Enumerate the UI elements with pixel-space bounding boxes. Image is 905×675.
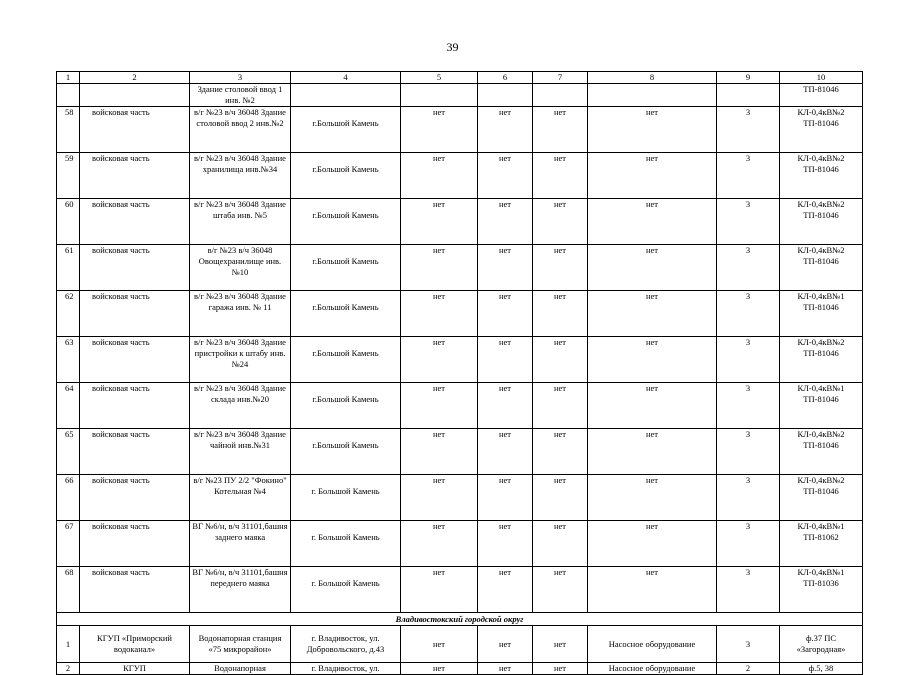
cell-col-6: нет (478, 521, 533, 567)
cell-power-source: КЛ-0,4кВ№2 ТП-81046 (780, 107, 863, 153)
table-row (57, 663, 863, 675)
cell-address: г.Большой Камень (291, 199, 401, 245)
cell-object-name: Водонапорная (190, 663, 291, 675)
cell-equipment (588, 84, 717, 107)
cell-owner: КГУП «Приморский водоканал» (80, 626, 190, 663)
cell-col-7: 7 (533, 72, 588, 84)
cell-row-number: 67 (57, 521, 80, 567)
cell-col-5: нет (401, 475, 478, 521)
cell-col-6: нет (478, 291, 533, 337)
cell-address: г. Владивосток, ул. Добровольского, д.43 (291, 626, 401, 663)
cell-owner: войсковая часть (80, 107, 190, 153)
cell-category: 3 (717, 429, 780, 475)
cell-category: 2 (717, 663, 780, 675)
cell-address: г.Большой Камень (291, 291, 401, 337)
table-row (57, 567, 863, 613)
cell-col-7: нет (533, 521, 588, 567)
cell-owner: войсковая часть (80, 521, 190, 567)
cell-col-7: нет (533, 107, 588, 153)
cell-row-number (57, 84, 80, 107)
cell-object-name: в/г №23 в/ч 36048 Здание штаба инв. №5 (190, 199, 291, 245)
cell-row-number: 2 (57, 663, 80, 675)
table-row (57, 107, 863, 153)
cell-power-source: ф.5, 38 (780, 663, 863, 675)
cell-col-7: нет (533, 337, 588, 383)
cell-equipment: нет (588, 107, 717, 153)
cell-owner: войсковая часть (80, 429, 190, 475)
cell-address: 4 (291, 72, 401, 84)
cell-object-name: в/г №23 в/ч 36048 Здание чайной инв.№31 (190, 429, 291, 475)
cell-row-number: 1 (57, 626, 80, 663)
cell-category: 3 (717, 337, 780, 383)
table-row (57, 429, 863, 475)
cell-owner (80, 84, 190, 107)
cell-object-name: в/г №23 в/ч 36048 Здание столовой ввод 2 инв.№2 (190, 107, 291, 153)
cell-col-6: нет (478, 429, 533, 475)
cell-power-source: КЛ-0,4кВ№1 ТП-81062 (780, 521, 863, 567)
cell-power-source: КЛ-0,4кВ№1 ТП-81036 (780, 567, 863, 613)
cell-address: г.Большой Камень (291, 153, 401, 199)
cell-equipment: нет (588, 337, 717, 383)
cell-col-6: нет (478, 107, 533, 153)
cell-col-7: нет (533, 383, 588, 429)
cell-object-name: в/г №23 в/ч 36048 Здание склада инв.№20 (190, 383, 291, 429)
cell-category: 9 (717, 72, 780, 84)
cell-row-number: 61 (57, 245, 80, 291)
cell-col-5: нет (401, 663, 478, 675)
cell-row-number: 65 (57, 429, 80, 475)
cell-power-source: 10 (780, 72, 863, 84)
cell-power-source: ф.37 ПС «Загородная» (780, 626, 863, 663)
cell-power-source: КЛ-0,4кВ№1 ТП-81046 (780, 291, 863, 337)
cell-object-name: Водонапорная станция «75 микрорайон» (190, 626, 291, 663)
cell-col-5: нет (401, 626, 478, 663)
cell-col-7: нет (533, 153, 588, 199)
cell-col-6: нет (478, 153, 533, 199)
cell-col-6: нет (478, 475, 533, 521)
cell-owner: войсковая часть (80, 337, 190, 383)
cell-object-name: ВГ №6/н, в/ч 31101,башня переднего маяка (190, 567, 291, 613)
table-row (57, 291, 863, 337)
cell-owner: войсковая часть (80, 475, 190, 521)
cell-col-5: нет (401, 107, 478, 153)
cell-col-7: нет (533, 567, 588, 613)
table-row (57, 245, 863, 291)
cell-address: г.Большой Камень (291, 107, 401, 153)
cell-col-5: нет (401, 337, 478, 383)
cell-equipment: нет (588, 567, 717, 613)
cell-col-7: нет (533, 291, 588, 337)
cell-col-5 (401, 84, 478, 107)
cell-equipment: нет (588, 245, 717, 291)
cell-owner: 2 (80, 72, 190, 84)
cell-category: 3 (717, 291, 780, 337)
cell-power-source: КЛ-0,4кВ№2 ТП-81046 (780, 245, 863, 291)
cell-owner: войсковая часть (80, 199, 190, 245)
cell-address: г. Большой Камень (291, 567, 401, 613)
cell-equipment: нет (588, 475, 717, 521)
cell-col-6: нет (478, 199, 533, 245)
cell-row-number: 58 (57, 107, 80, 153)
cell-col-5: нет (401, 521, 478, 567)
cell-col-6: нет (478, 337, 533, 383)
cell-col-6: нет (478, 245, 533, 291)
cell-power-source: КЛ-0,4кВ№1 ТП-81046 (780, 383, 863, 429)
table-row (57, 153, 863, 199)
cell-category: 3 (717, 245, 780, 291)
cell-row-number: 64 (57, 383, 80, 429)
cell-col-5: нет (401, 199, 478, 245)
cell-equipment: Насосное оборудование (588, 626, 717, 663)
cell-owner: войсковая часть (80, 153, 190, 199)
cell-object-name: 3 (190, 72, 291, 84)
cell-row-number: 60 (57, 199, 80, 245)
cell-equipment: 8 (588, 72, 717, 84)
cell-col-5: нет (401, 429, 478, 475)
cell-object-name: в/г №23 в/ч 36048 Здание гаража инв. № 11 (190, 291, 291, 337)
cell-object-name: в/г №23 в/ч 36048 Здание пристройки к штабу инв.№24 (190, 337, 291, 383)
cell-power-source: КЛ-0,4кВ№2 ТП-81046 (780, 153, 863, 199)
cell-col-7: нет (533, 199, 588, 245)
cell-category: 3 (717, 521, 780, 567)
cell-col-6 (478, 84, 533, 107)
cell-power-source: КЛ-0,4кВ№2 ТП-81046 (780, 337, 863, 383)
cell-col-5: нет (401, 291, 478, 337)
cell-owner: войсковая часть (80, 567, 190, 613)
cell-address: г. Владивосток, ул. (291, 663, 401, 675)
cell-object-name: ВГ №6/н, в/ч 31101,башня заднего маяка (190, 521, 291, 567)
cell-address (291, 84, 401, 107)
cell-equipment: нет (588, 429, 717, 475)
cell-power-source: КЛ-0,4кВ№2 ТП-81046 (780, 429, 863, 475)
cell-col-5: нет (401, 383, 478, 429)
cell-power-source: КЛ-0,4кВ№2 ТП-81046 (780, 475, 863, 521)
cell-row-number: 66 (57, 475, 80, 521)
cell-col-7: нет (533, 663, 588, 675)
header-row (57, 72, 863, 84)
cell-equipment: Насосное оборудование (588, 663, 717, 675)
cell-row-number: 68 (57, 567, 80, 613)
cell-col-7 (533, 84, 588, 107)
cell-equipment: нет (588, 521, 717, 567)
cell-object-name: в/г №23 ПУ 2/2 "Фокино" Котельная №4 (190, 475, 291, 521)
table-row (57, 383, 863, 429)
cell-owner: войсковая часть (80, 291, 190, 337)
cell-col-6: нет (478, 383, 533, 429)
cell-category: 3 (717, 383, 780, 429)
cell-col-5: нет (401, 245, 478, 291)
cell-address: г.Большой Камень (291, 337, 401, 383)
cell-row-number: 63 (57, 337, 80, 383)
cell-equipment: нет (588, 199, 717, 245)
cell-col-6: 6 (478, 72, 533, 84)
cell-owner: КГУП (80, 663, 190, 675)
cell-category: 3 (717, 199, 780, 245)
cell-power-source: КЛ-0,4кВ№2 ТП-81046 (780, 199, 863, 245)
section-row (57, 613, 863, 626)
cell-col-7: нет (533, 429, 588, 475)
cell-address: г. Большой Камень (291, 521, 401, 567)
page-number: 39 (446, 40, 459, 54)
document-table (56, 71, 863, 675)
cell-equipment: нет (588, 291, 717, 337)
table-body (57, 72, 863, 675)
cell-col-6: нет (478, 663, 533, 675)
cell-col-7: нет (533, 475, 588, 521)
table-row (57, 475, 863, 521)
cell-category (717, 84, 780, 107)
cell-row-number: 1 (57, 72, 80, 84)
cell-object-name: Здание столовой ввод 1 инв. №2 (190, 84, 291, 107)
cell-power-source: ТП-81046 (780, 84, 863, 107)
cell-owner: войсковая часть (80, 245, 190, 291)
cell-equipment: нет (588, 153, 717, 199)
cell-object-name: в/г №23 в/ч 36048 Здание хранилища инв.№34 (190, 153, 291, 199)
cell-category: 3 (717, 153, 780, 199)
table-row (57, 626, 863, 663)
table-row (57, 521, 863, 567)
cell-col-7: нет (533, 626, 588, 663)
cell-col-6: нет (478, 626, 533, 663)
cell-object-name: в/г №23 в/ч 36048 Овощехранилище инв.№10 (190, 245, 291, 291)
cell-address: г.Большой Камень (291, 429, 401, 475)
table-row (57, 84, 863, 107)
cell-col-5: 5 (401, 72, 478, 84)
cell-col-6: нет (478, 567, 533, 613)
cell-col-7: нет (533, 245, 588, 291)
cell-equipment: нет (588, 383, 717, 429)
cell-category: 3 (717, 626, 780, 663)
cell-row-number: 62 (57, 291, 80, 337)
cell-owner: войсковая часть (80, 383, 190, 429)
cell-category: 3 (717, 107, 780, 153)
section-title: Владивостокский городской округ (57, 613, 863, 626)
table-row (57, 337, 863, 383)
cell-col-5: нет (401, 567, 478, 613)
cell-category: 3 (717, 567, 780, 613)
cell-category: 3 (717, 475, 780, 521)
cell-address: г. Большой Камень (291, 475, 401, 521)
cell-address: г.Большой Камень (291, 383, 401, 429)
table-row (57, 199, 863, 245)
cell-col-5: нет (401, 153, 478, 199)
cell-row-number: 59 (57, 153, 80, 199)
cell-address: г.Большой Камень (291, 245, 401, 291)
